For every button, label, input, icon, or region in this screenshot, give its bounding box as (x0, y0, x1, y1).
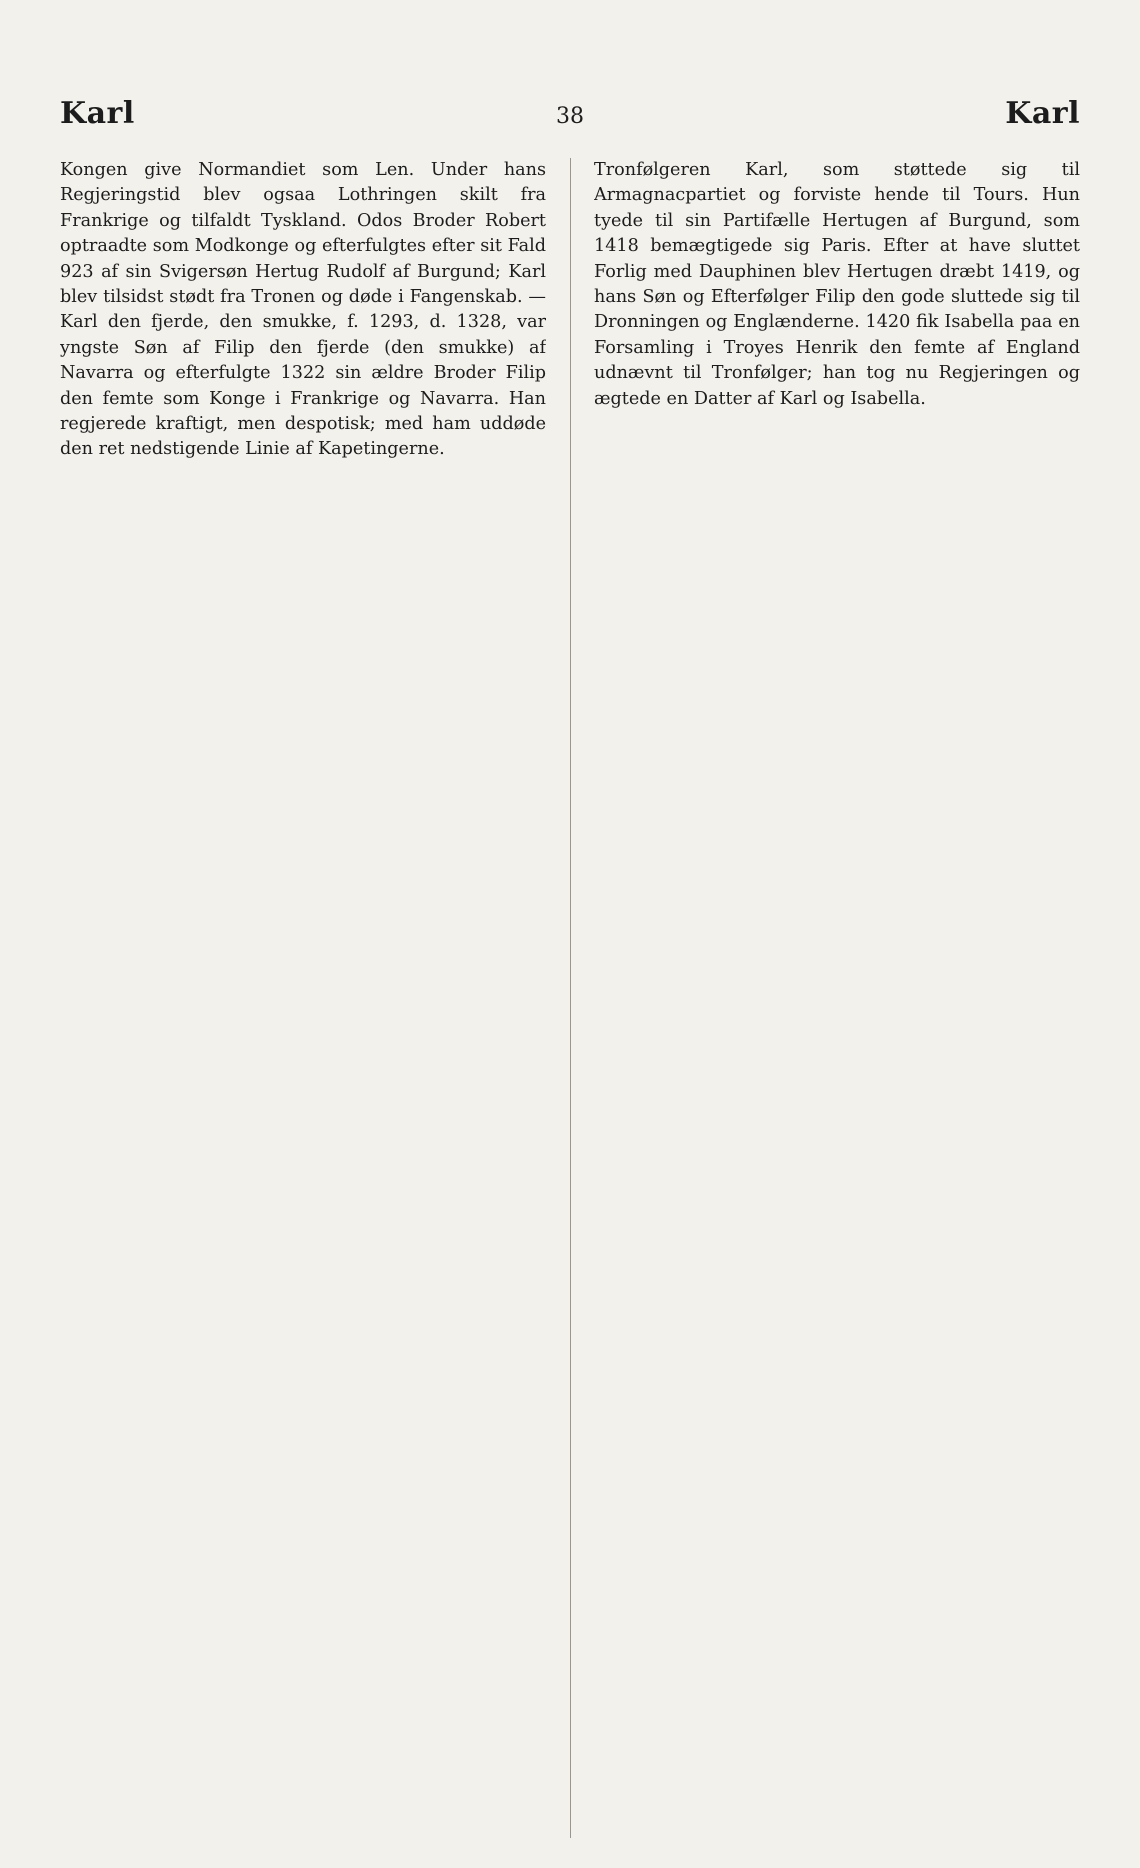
column-divider (570, 158, 571, 1838)
right-column-text: Tronfølgeren Karl, som støttede sig til Armagnacpartiet og forviste hende til Tours. Hun tyede til sin Partifælle Hertugen af Burgund, som 1418 bemægtigede sig Paris. Efter at have sluttet Forlig med Dauphinen blev Hertugen dræbt 1419, og hans Søn og Efterfølger Filip den gode sluttede sig til Dronningen og Englænderne. 1420 fik Isabella paa en Forsamling i Troyes Henrik den femte af England udnævnt til Tronfølger; han tog nu Regjeringen og ægtede en Datter af Karl og Isabella. (594, 160, 1080, 409)
left-column (60, 158, 546, 1838)
left-column-text: Kongen give Normandiet som Len. Under hans Regjeringstid blev ogsaa Lothringen skilt fra Frankrige og tilfaldt Tyskland. Odos Broder Robert optraadte som Modkonge og efterfulgtes efter sit Fald 923 af sin Svigersøn Hertug Rudolf af Burgund; Karl blev tilsidst stødt fra Tronen og døde i Fangenskab. — Karl den fjerde, den smukke, f. 1293, d. 1328, var yngste Søn af Filip den fjerde (den smukke) af Navarra og efterfulgte 1322 sin ældre Broder Filip den femte som Konge i Frankrige og Navarra. Han regjerede kraftigt, men despotisk; med ham uddøde den ret nedstigende Linie af Kapetingerne. (60, 160, 546, 460)
running-head-right-word: Karl (1005, 96, 1080, 131)
text-columns (60, 158, 1080, 1838)
running-head (60, 96, 1080, 136)
running-head-left-word: Karl (60, 96, 135, 131)
page-number: 38 (556, 104, 584, 129)
right-column (594, 158, 1080, 1838)
